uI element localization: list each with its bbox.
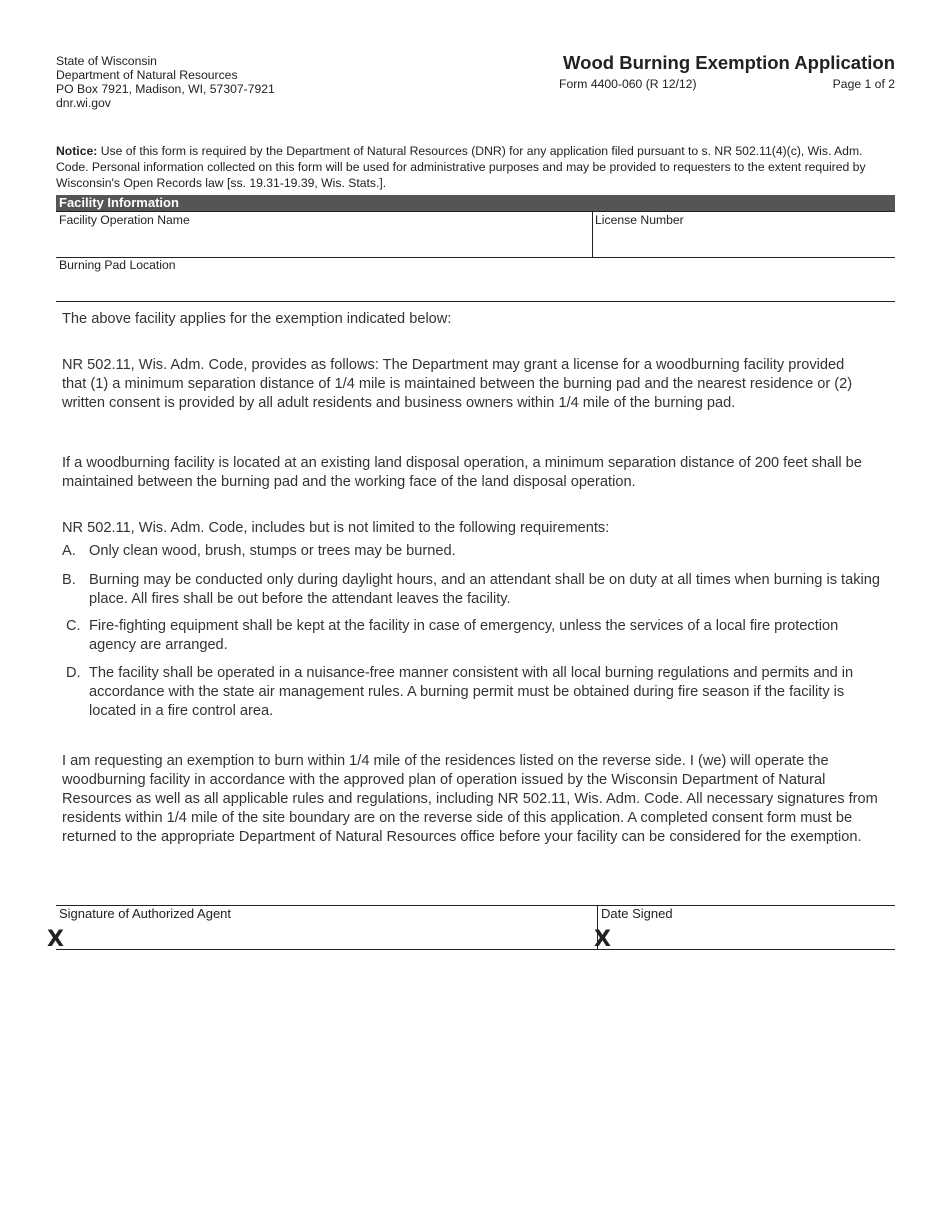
date-x-mark: X (594, 927, 611, 952)
requirement-item (66, 664, 892, 724)
applicant-statement: I am requesting an exemption to burn within 1/4 mile of the residences listed on the reverse side. I (we) will operate the woodburning facility in accordance with the approved plan of operation issued by the Wisconsin Department of Natural Resources as well as all applicable rules and regulations, including NR 502.11, Wis. Adm. Code. All necessary signatures from residents within 1/4 mile of the site boundary are on the reverse side of this application. A completed consent form must be returned to the appropriate Department of Natural Resources office before your facility can be considered for the exemption. (62, 753, 878, 845)
regulation-paragraph: NR 502.11, Wis. Adm. Code, provides as follows: The Department may grant a license for a woodburning facility provided that (1) a minimum separation distance of 1/4 mile is maintained between the burning pad and the nearest residence or (2) written consent is provided by all adult residents and business owners within 1/4 mile of the burning pad. (62, 357, 853, 411)
signature-bottom-rule (56, 949, 895, 950)
field-bottom-rule (56, 257, 895, 258)
burning-pad-location-field[interactable] (57, 273, 893, 300)
agency-address (56, 54, 275, 110)
privacy-notice (56, 143, 898, 191)
facility-operation-name-field[interactable] (57, 228, 589, 255)
requirement-letter: A. (62, 543, 76, 559)
section-header-facility (56, 195, 895, 212)
license-number-field[interactable] (595, 228, 893, 255)
requirement-item (62, 542, 892, 562)
signature-x-mark: X (47, 927, 64, 952)
requirement-letter: B. (62, 572, 76, 588)
requirement-text: Only clean wood, brush, stumps or trees may be burned. (89, 543, 456, 559)
requirement-text: The facility shall be operated in a nuisance-free manner consistent with all local burning regulations and permits and in accordance with the state air management rules. A burning permit must be obtained during fire season if the facility is located in a fire control area. (89, 665, 854, 719)
date-signed-field[interactable] (617, 922, 892, 948)
form-number: Form 4400-060 (R 12/12) (559, 77, 697, 91)
requirement-text: Fire-fighting equipment shall be kept at the facility in case of emergency, unless the services of a local fire protection agency are arranged. (89, 618, 839, 653)
signature-agent-field[interactable] (70, 922, 590, 948)
agency-line: PO Box 7921, Madison, WI, 57307-7921 (56, 82, 275, 96)
notice-label: Notice: (56, 144, 98, 158)
agency-line: State of Wisconsin (56, 54, 157, 68)
requirements-intro: NR 502.11, Wis. Adm. Code, includes but is not limited to the following requirements: (62, 520, 610, 536)
requirement-letter: D. (66, 665, 81, 681)
exemption-intro: The above facility applies for the exemption indicated below: (62, 311, 452, 327)
page-number: Page 1 of 2 (832, 77, 895, 91)
notice-text: Use of this form is required by the Department of Natural Resources (DNR) for any application filed pursuant to s. NR 502.11(4)(c), Wis. Adm. Code. Personal information collected on this form will be used for administrative purposes and may be provided to requesters to the extent required by Wisconsin's Open Records law [ss. 19.31-19.39, Wis. Stats.]. (56, 144, 866, 190)
field-bottom-rule (56, 301, 895, 302)
section-title: Facility Information (59, 195, 179, 210)
requirement-item (62, 571, 892, 611)
requirement-item (66, 617, 892, 657)
date-signed-label: Date Signed (601, 906, 673, 921)
field-divider (592, 211, 593, 257)
facility-operation-name-label: Facility Operation Name (59, 213, 190, 227)
signature-agent-label: Signature of Authorized Agent (59, 906, 232, 921)
burning-pad-location-label: Burning Pad Location (59, 258, 176, 272)
form-title: Wood Burning Exemption Application (563, 52, 895, 73)
land-disposal-paragraph: If a woodburning facility is located at an existing land disposal operation, a minimum separation distance of 200 feet shall be maintained between the burning pad and the working face of the land disposal operation. (62, 455, 862, 490)
license-number-label: License Number (595, 213, 684, 227)
requirement-text: Burning may be conducted only during daylight hours, and an attendant shall be on duty at all times when burning is taking place. All fires shall be out before the attendant leaves the facility. (89, 572, 880, 607)
agency-line: Department of Natural Resources (56, 68, 238, 82)
agency-line: dnr.wi.gov (56, 96, 111, 110)
requirement-letter: C. (66, 618, 81, 634)
